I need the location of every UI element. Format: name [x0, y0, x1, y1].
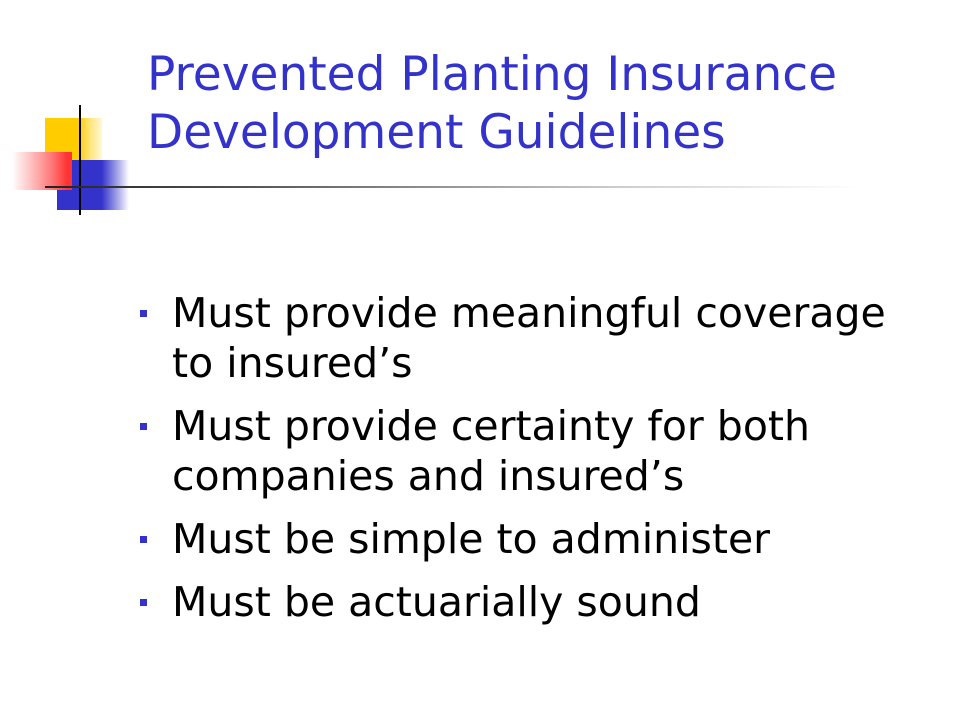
- slide-title-line: Development Guidelines: [147, 105, 726, 160]
- bullet-marker: [140, 423, 147, 430]
- bullet-marker: [140, 536, 147, 543]
- logo-vertical-line: [79, 105, 81, 215]
- bullet-list: [172, 288, 932, 640]
- bullet-item: [172, 577, 932, 627]
- bullet-text-line: companies and insured’s: [172, 452, 685, 500]
- bullet-text-line: Must provide meaningful coverage: [172, 289, 886, 337]
- bullet-item: [172, 401, 932, 501]
- bullet-text-line: Must be actuarially sound: [172, 578, 701, 626]
- bullet-item: [172, 288, 932, 388]
- bullet-item: [172, 514, 932, 564]
- logo-red-bar: [12, 152, 72, 190]
- bullet-marker: [140, 599, 147, 606]
- bullet-text-line: Must provide certainty for both: [172, 402, 810, 450]
- title-underline: [45, 186, 860, 188]
- slide-title-line: Prevented Planting Insurance: [147, 47, 837, 102]
- bullet-marker: [140, 310, 147, 317]
- slide-title: [147, 46, 937, 162]
- bullet-text-line: to insured’s: [172, 339, 413, 387]
- bullet-text-line: Must be simple to administer: [172, 515, 771, 563]
- decorative-logo: [0, 0, 140, 230]
